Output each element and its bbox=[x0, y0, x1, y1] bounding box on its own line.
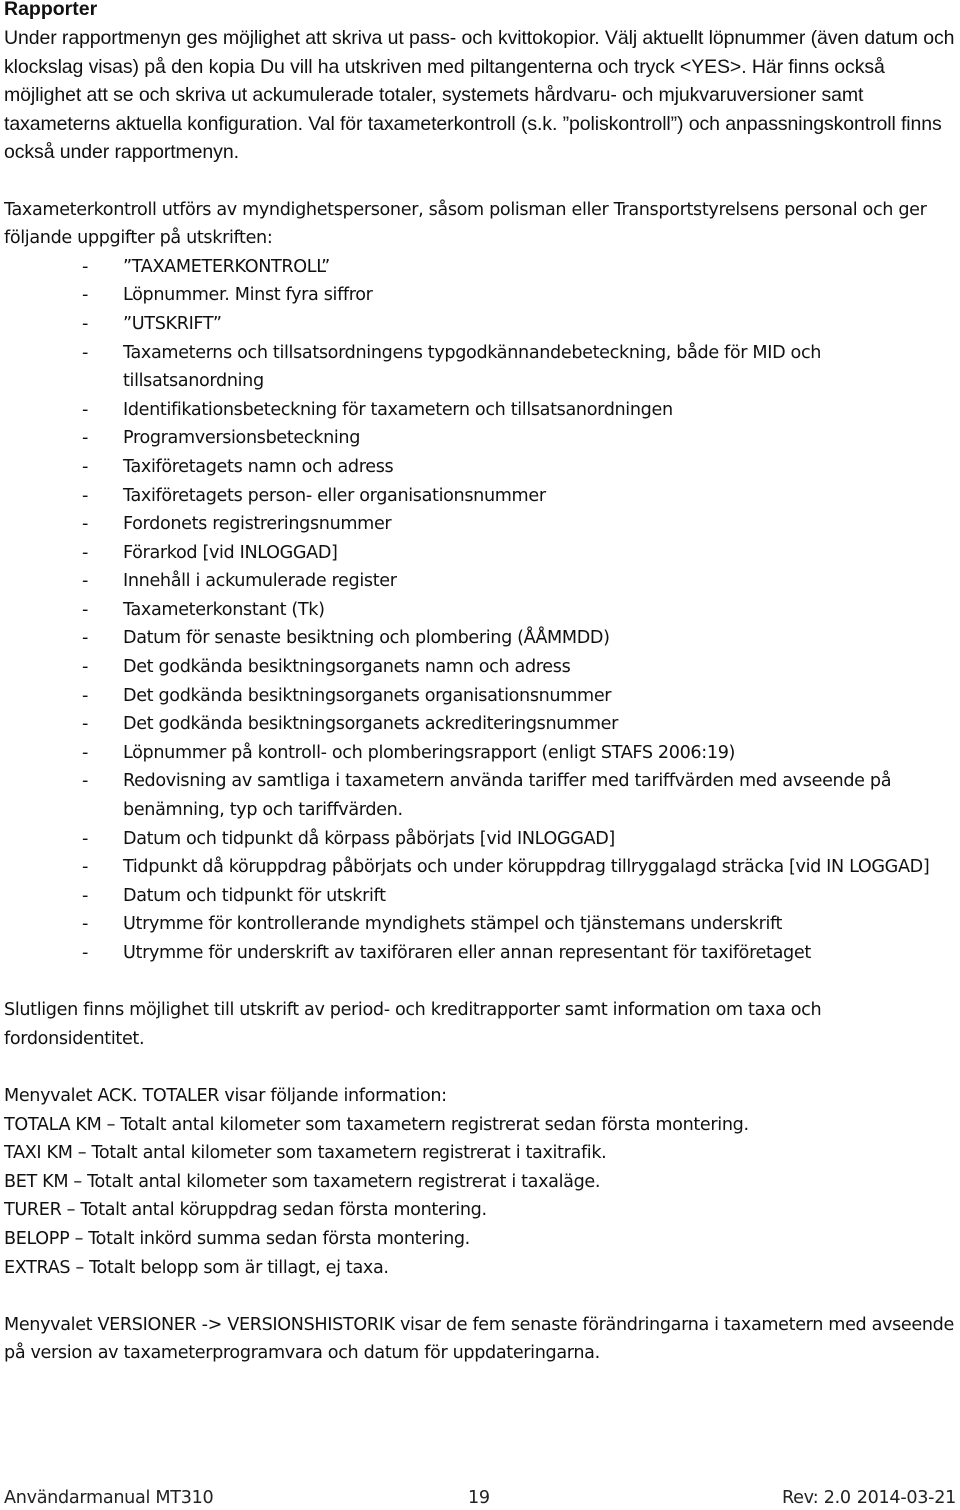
list-item: - Identifikationsbeteckning för taxametern och tillsatsanordningen bbox=[82, 399, 673, 420]
list-item: - ”UTSKRIFT” bbox=[82, 313, 222, 334]
list-item: - Taxiföretagets namn och adress bbox=[82, 456, 394, 477]
control-items-list bbox=[4, 253, 956, 968]
totals-line: TAXI KM – Totalt antal kilometer som taxametern registrerat i taxitrafik. bbox=[4, 1143, 607, 1164]
list-item: - Löpnummer. Minst fyra siffror bbox=[82, 285, 373, 306]
list-item: - Förarkod [vid INLOGGAD] bbox=[82, 542, 338, 563]
list-item: - Datum för senaste besiktning och plombering (ÅÅMMDD) bbox=[82, 628, 610, 649]
list-item: - Utrymme för kontrollerande myndighets stämpel och tjänstemans underskrift bbox=[82, 914, 783, 935]
list-item: - Löpnummer på kontroll- och plomberingsrapport (enligt STAFS 2006:19) bbox=[82, 742, 736, 763]
closing-paragraph: Slutligen finns möjlighet till utskrift av period- och kreditrapporter samt information om taxa och fordonsidentitet. bbox=[4, 1000, 822, 1049]
list-item: - Datum och tidpunkt för utskrift bbox=[82, 885, 386, 906]
document-page bbox=[4, 0, 956, 1368]
spacer bbox=[4, 1053, 956, 1082]
list-item: - ”TAXAMETERKONTROLL” bbox=[82, 256, 330, 277]
intro-paragraph: Under rapportmenyn ges möjlighet att skriva ut pass- och kvittokopior. Välj aktuellt löpnummer (även datum och klockslag visas) på den kopia Du vill ha utskriven med piltangenterna och tryck <YES>. Här finns också möjlighet att se och skriva ut ackumulerade totaler, systemets hårdvaru- och mjukvaruversioner samt taxameterns aktuella konfiguration. Val för taxameterkontroll (s.k. ”poliskontroll”) och anpassningskontroll finns också under rapportmenyn. bbox=[4, 27, 955, 164]
totals-line: BET KM – Totalt antal kilometer som taxametern registrerat i taxaläge. bbox=[4, 1171, 601, 1192]
list-item: - Innehåll i ackumulerade register bbox=[82, 571, 397, 592]
totals-line: TURER – Totalt antal köruppdrag sedan första montering. bbox=[4, 1200, 487, 1221]
list-item: - Taxameterkonstant (Tk) bbox=[82, 599, 325, 620]
footer-manual-title: Användarmanual MT310 bbox=[4, 1488, 214, 1508]
list-item: - Det godkända besiktningsorganets organisationsnummer bbox=[82, 685, 612, 706]
list-item: - Taxameterns och tillsatsordningens typgodkännandebeteckning, både för MID och tillsatsanordning bbox=[82, 342, 822, 392]
list-item: - Datum och tidpunkt då körpass påbörjats [vid INLOGGAD] bbox=[82, 828, 615, 849]
spacer bbox=[4, 968, 956, 997]
totals-list bbox=[4, 1111, 956, 1283]
list-item: - Det godkända besiktningsorganets ackrediteringsnummer bbox=[82, 714, 619, 735]
footer-date: 2014-03-21 bbox=[856, 1488, 956, 1508]
list-item: - Tidpunkt då köruppdrag påbörjats och under köruppdrag tillryggalagd sträcka [vid IN LOGGAD] bbox=[82, 857, 930, 878]
totals-line: TOTALA KM – Totalt antal kilometer som taxametern registrerat sedan första montering. bbox=[4, 1114, 749, 1135]
list-item: - Utrymme för underskrift av taxiföraren eller annan representant för taxiföretaget bbox=[82, 943, 811, 963]
list-item: - Redovisning av samtliga i taxametern använda tariffer med tariffvärden med avseende på benämning, typ och tariffvärden. bbox=[82, 771, 892, 821]
list-item: - Det godkända besiktningsorganets namn och adress bbox=[82, 657, 571, 678]
footer-page-number: 19 bbox=[468, 1488, 490, 1508]
section-heading: Rapporter bbox=[4, 0, 98, 20]
totals-line: EXTRAS – Totalt belopp som är tillagt, ej taxa. bbox=[4, 1257, 389, 1278]
list-item: - Taxiföretagets person- eller organisationsnummer bbox=[82, 485, 546, 506]
page-footer bbox=[4, 1486, 956, 1510]
spacer bbox=[4, 167, 956, 196]
control-intro-paragraph: Taxameterkontroll utförs av myndighetspersoner, såsom polisman eller Transportstyrelsens personal och ger följande uppgifter på utskriften: bbox=[4, 199, 927, 249]
totals-intro: Menyvalet ACK. TOTALER visar följande information: bbox=[4, 1085, 447, 1106]
spacer bbox=[4, 1282, 956, 1311]
footer-revision: Rev: 2.0 bbox=[782, 1488, 851, 1508]
totals-line: BELOPP – Totalt inkörd summa sedan första montering. bbox=[4, 1228, 470, 1249]
list-item: - Fordonets registreringsnummer bbox=[82, 514, 392, 535]
list-item: - Programversionsbeteckning bbox=[82, 428, 361, 449]
versions-paragraph: Menyvalet VERSIONER -> VERSIONSHISTORIK visar de fem senaste förändringarna i taxametern med avseende på version av taxameterprogramvara och datum för uppdateringarna. bbox=[4, 1314, 954, 1364]
